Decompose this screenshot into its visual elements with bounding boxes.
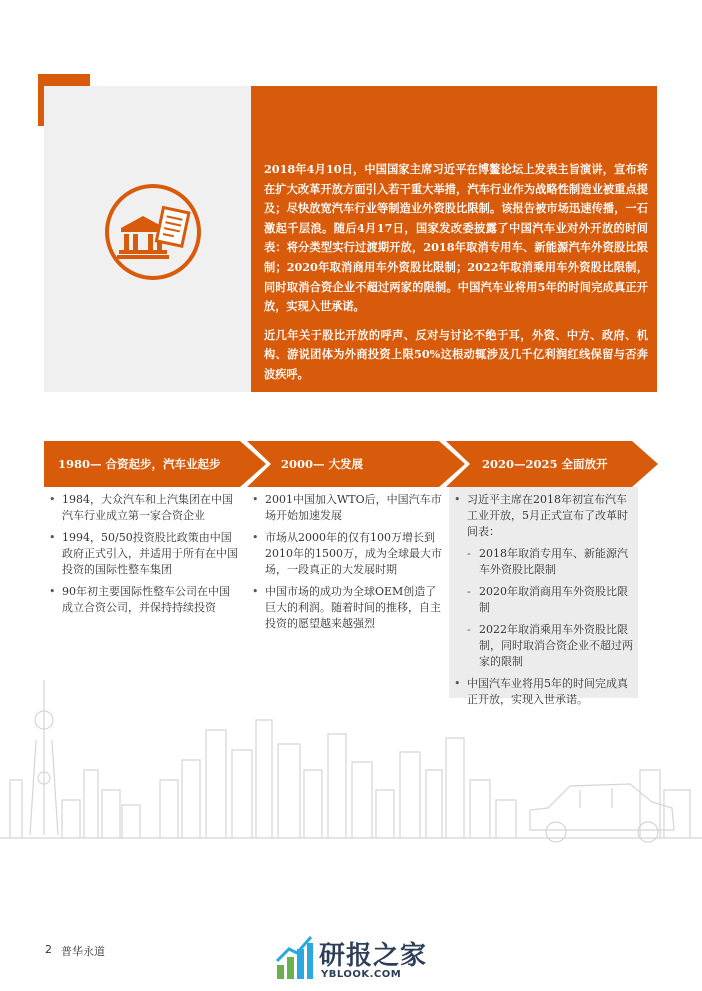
timeline-column-1 (44, 492, 240, 622)
list-item: • 市场从2000年的仅有100万增长到2010年的1500万，成为全球最大市场，一段真正的大发展时期 (247, 530, 443, 578)
intro-paragraph-1: 2018年4月10日，中国国家主席习近平在博鳌论坛上发表主旨演讲，宣布将在扩大改革开放方面引入若干重大举措，汽车行业作为战略性制造业被重点提及；尽快放宽汽车行业等制造业外资股比限制。该报告被市场迅速传播，一石激起千层浪。随后4月17日，国家发改委披露了中国汽车业对外开放的时间表：将分类型实行过渡期开放，2018年取消专用车、新能源汽车外资股比限制；2020年取消商用车外资股比限制；2022年取消乘用车外资股比限制，同时取消合资企业不超过两家的限制。中国汽车业将用5年的时间完成真正开放，实现入世承诺。 (264, 162, 648, 314)
list-item: • 中国汽车业将用5年的时间完成真正开放，实现入世承诺。 (449, 676, 633, 708)
list-subitem: - 2020年取消商用车外资股比限制 (449, 584, 633, 616)
timeline-arrow-2 (247, 441, 465, 487)
list-item: • 90年初主要国际性整车公司在中国成立合资公司，并保持持续投资 (44, 584, 240, 616)
list-item: • 1984，大众汽车和上汽集团在中国汽车行业成立第一家合资企业 (44, 492, 240, 524)
timeline-title-1: 1980— 合资起步，汽车业起步 (58, 457, 221, 471)
list-item: • 中国市场的成功为全球OEM创造了巨大的利润。随着时间的推移，自主投资的愿望越来越强烈 (247, 584, 443, 632)
timeline-title-2: 2000— 大发展 (281, 457, 364, 471)
intro-text (264, 160, 648, 394)
list-subitem: - 2022年取消乘用车外资股比限制，同时取消合资企业不超过两家的限制 (449, 622, 633, 670)
page-number: 2 (45, 943, 52, 956)
timeline-column-3 (449, 492, 633, 714)
bar-chart-arrow-icon (275, 935, 315, 981)
list-item: • 1994，50/50投资股比政策由中国政府正式引入，并适用于所有在中国投资的国际性整车集团 (44, 530, 240, 578)
timeline-arrow-3 (446, 441, 658, 487)
government-building-document-icon (103, 182, 203, 282)
logo-title: 研报之家 (319, 941, 428, 971)
watermark-logo (275, 935, 435, 985)
logo-subtitle: YBLOOK.COM (321, 969, 402, 980)
timeline-arrow-1 (44, 441, 266, 487)
timeline-title-3: 2020—2025 全面放开 (482, 457, 608, 471)
list-item: • 2001中国加入WTO后，中国汽车市场开始加速发展 (247, 492, 443, 524)
footer-brand: 普华永道 (61, 945, 105, 958)
intro-paragraph-2: 近几年关于股比开放的呼声、反对与讨论不绝于耳，外资、中方、政府、机构、游说团体为外商投资上限50%这根动辄涉及几千亿利润红线保留与否奔波疾呼。 (264, 327, 648, 381)
list-item: • 习近平主席在2018年初宣布汽车工业开放，5月正式宣布了改革时间表： (449, 492, 633, 540)
timeline-column-2 (247, 492, 443, 638)
list-subitem: - 2018年取消专用车、新能源汽车外资股比限制 (449, 546, 633, 578)
